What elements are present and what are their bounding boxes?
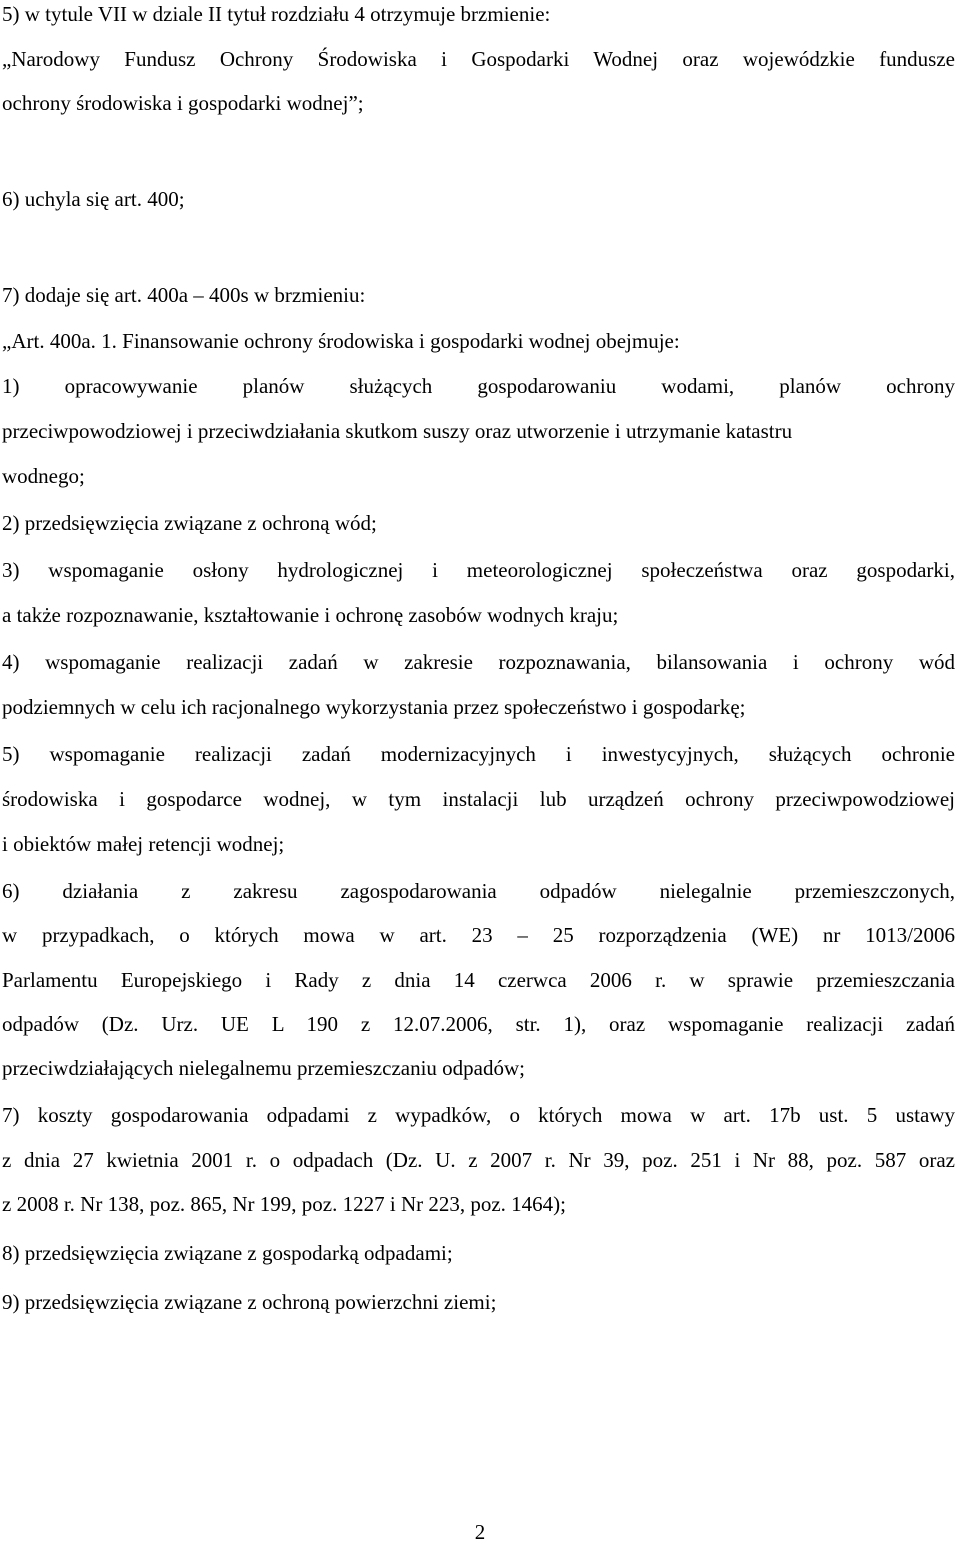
amendment-5-intro: 5) w tytule VII w dziale II tytuł rozdziału 4 otrzymuje brzmienie: (2, 2, 551, 26)
item-2: 2) przedsięwzięcia związane z ochroną wód; (2, 511, 377, 535)
chapter-title-line-1: „Narodowy Fundusz Ochrony Środowiska i Gospodarki Wodnej oraz wojewódzkie fundusze (2, 47, 955, 71)
item-1-line-3: wodnego; (2, 464, 85, 488)
item-7-line-3: z 2008 r. Nr 138, poz. 865, Nr 199, poz. 1227 i Nr 223, poz. 1464); (2, 1192, 567, 1216)
item-5-line-1: 5) wspomaganie realizacji zadań modernizacyjnych i inwestycyjnych, służących ochronie (2, 742, 955, 766)
item-7-line-1: 7) koszty gospodarowania odpadami z wypadków, o których mowa w art. 17b ust. 5 ustawy (2, 1103, 955, 1127)
item-6-line-1: 6) działania z zakresu zagospodarowania odpadów nielegalnie przemieszczonych, (2, 879, 955, 903)
item-5-line-3: i obiektów małej retencji wodnej; (2, 832, 285, 856)
item-6-line-2: w przypadkach, o których mowa w art. 23 – 25 rozporządzenia (WE) nr 1013/2006 (2, 923, 955, 947)
item-4-line-2: podziemnych w celu ich racjonalnego wykorzystania przez społeczeństwo i gospodarkę; (2, 695, 746, 719)
article-400a-heading: „Art. 400a. 1. Finansowanie ochrony środowiska i gospodarki wodnej obejmuje: (2, 329, 680, 353)
item-3-line-2: a także rozpoznawanie, kształtowanie i ochronę zasobów wodnych kraju; (2, 603, 619, 627)
item-6-line-5: przeciwdziałających nielegalnemu przemieszczaniu odpadów; (2, 1056, 525, 1080)
item-1-line-1: 1) opracowywanie planów służących gospodarowaniu wodami, planów ochrony (2, 374, 955, 398)
amendment-6: 6) uchyla się art. 400; (2, 187, 185, 211)
item-1-line-2: przeciwpowodziowej i przeciwdziałania skutkom suszy oraz utworzenie i utrzymanie katastru (2, 419, 793, 443)
amendment-7-intro: 7) dodaje się art. 400a – 400s w brzmieniu: (2, 283, 366, 307)
item-3-line-1: 3) wspomaganie osłony hydrologicznej i meteorologicznej społeczeństwa oraz gospodarki, (2, 558, 955, 582)
item-6-line-3: Parlamentu Europejskiego i Rady z dnia 14 czerwca 2006 r. w sprawie przemieszczania (2, 968, 955, 992)
item-9: 9) przedsięwzięcia związane z ochroną powierzchni ziemi; (2, 1290, 497, 1314)
chapter-title-line-2: ochrony środowiska i gospodarki wodnej”; (2, 91, 364, 115)
item-8: 8) przedsięwzięcia związane z gospodarką odpadami; (2, 1241, 453, 1265)
item-6-line-4: odpadów (Dz. Urz. UE L 190 z 12.07.2006, str. 1), oraz wspomaganie realizacji zadań (2, 1012, 955, 1036)
item-5-line-2: środowiska i gospodarce wodnej, w tym instalacji lub urządzeń ochrony przeciwpowodziowej (2, 787, 955, 811)
item-7-line-2: z dnia 27 kwietnia 2001 r. o odpadach (Dz. U. z 2007 r. Nr 39, poz. 251 i Nr 88, poz. 587 oraz (2, 1148, 955, 1172)
page-number: 2 (474, 1520, 486, 1544)
item-4-line-1: 4) wspomaganie realizacji zadań w zakresie rozpoznawania, bilansowania i ochrony wód (2, 650, 955, 674)
